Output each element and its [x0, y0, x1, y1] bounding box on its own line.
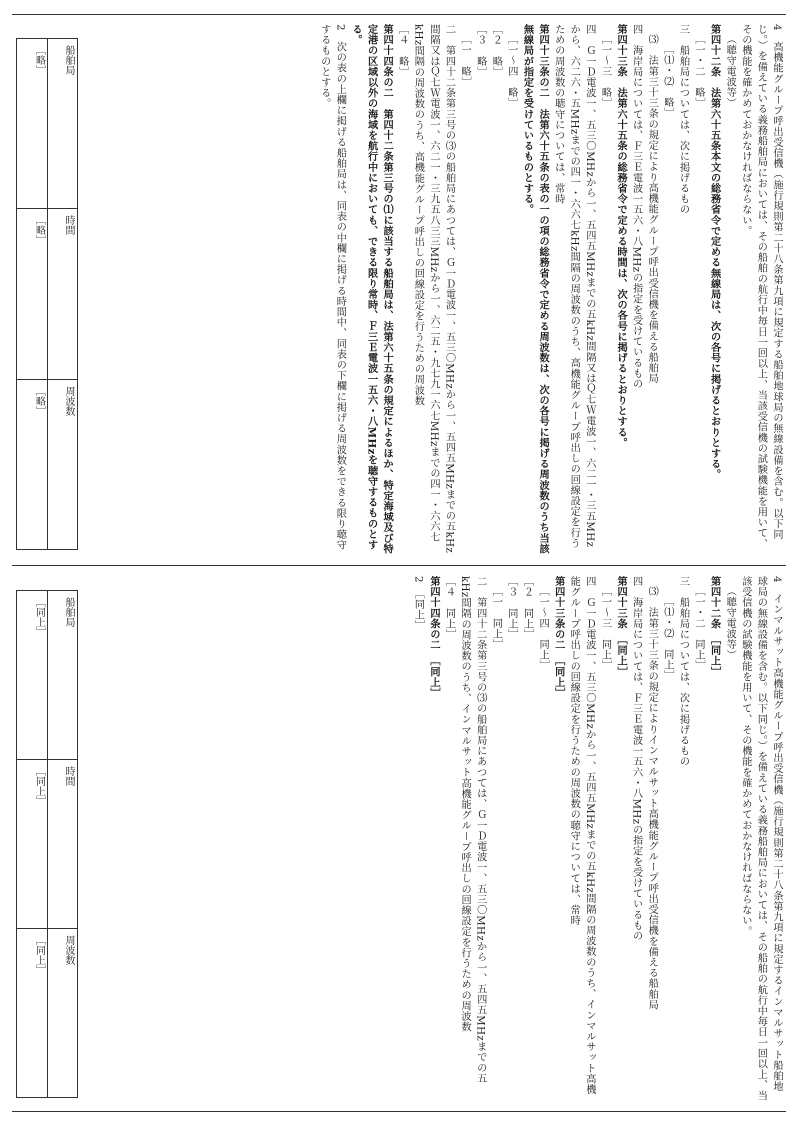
lower-paragraph: （聴守電波等） — [724, 586, 736, 661]
upper-paragraph: ⑶ 法第三十三条の規定により高機能グループ呼出受信機を備える船舶局 — [646, 34, 658, 384]
upper-paragraph: 2 次の表の上欄に掲げる船舶局は、同表の中欄に掲げる時間中、同表の下欄に掲げる周波数をできる限り聴守するものとする。 — [318, 24, 346, 551]
upper-paragraph: 二 第四十二条第三号の⑶の船舶局にあつては、Ｇ一Ｄ電波一、五三〇MHzから一、五四五MHzまでの五kHz間隔又はＱ七Ｗ電波一、六二一・三九五八三三MHzから一、六二五・九七九一六七MHzまでの四一・六六七kHz間隔の周波数のうち、高機能グループ呼出しの回線設定を行うための周波数 — [412, 24, 455, 554]
current-text-body — [88, 576, 784, 1102]
table-row — [17, 591, 77, 760]
table-row — [17, 209, 77, 379]
current-text-panel — [14, 576, 784, 1102]
lower-paragraph: 四 Ｇ一Ｄ電波一、五三〇MHzから一、五四五MHzまでの五kHz間隔の周波数のうち、インマルサット高機能グループ呼出しの回線設定を行うための周波数の聴守については、常時 — [568, 576, 595, 1095]
table-cell-value: ［略］ — [33, 215, 45, 246]
upper-paragraph: ［３ 略］ — [474, 24, 486, 77]
table-row — [17, 929, 77, 1097]
upper-paragraph: ［２ 略］ — [490, 24, 502, 77]
current-watch-table — [16, 590, 78, 1098]
upper-paragraph: ［一～四 略］ — [505, 34, 517, 109]
upper-paragraph: 四 海岸局については、Ｆ三Ｅ電波一五六・八MHzの指定を受けているもの — [630, 24, 642, 390]
amended-text-body — [88, 24, 784, 554]
lower-paragraph: ［一 同上］ — [490, 586, 502, 650]
table-cell-value: ［同上］ — [33, 597, 45, 637]
lower-paragraph: ［２ 同上］ — [521, 576, 533, 640]
table-cell-header: 周波数 — [47, 380, 77, 549]
upper-paragraph: （聴守電波等） — [724, 34, 736, 109]
table-cell-header: 船舶局 — [47, 591, 77, 759]
lower-paragraph: 2 ［同上］ — [412, 576, 424, 631]
lower-paragraph: ［一～四 同上］ — [537, 586, 549, 671]
table-cell-header: 時間 — [47, 209, 77, 378]
lower-paragraph: 第四十三条の二 ［同上］ — [552, 576, 565, 699]
table-cell-value: ［同上］ — [33, 935, 45, 975]
top-rule — [12, 14, 786, 15]
table-cell-value: ［略］ — [33, 385, 45, 416]
upper-paragraph: 第四十三条 法第六十五条の総務省令で定める時間は、次の各号に掲げるとおりとする。 — [615, 24, 628, 448]
lower-paragraph: 第四十三条 ［同上］ — [615, 576, 628, 677]
lower-paragraph: ［一・二 同上］ — [693, 586, 705, 671]
table-cell-header: 船舶局 — [47, 39, 77, 208]
upper-paragraph: 4 高機能グループ呼出受信機（施行規則第二十八条第九項に規定する船舶地球局の無線設備を含む。以下同じ。）を備えている義務船舶局においては、その船舶の航行中毎日一回以上、当該受信機の試験機能を用いて、その機能を確かめておかなければならない。 — [739, 24, 782, 549]
table-row — [17, 760, 77, 929]
panel-divider — [12, 565, 786, 566]
table-cell-header: 時間 — [47, 760, 77, 928]
lower-paragraph: 二 第四十二条第三号の⑶の船舶局にあつては、Ｇ一Ｄ電波一、五三〇MHzから一、五四五MHzまでの五kHz間隔の周波数のうち、インマルサット高機能グループ呼出しの回線設定を行うための周波数 — [459, 576, 486, 1084]
upper-paragraph: 第四十四条の二 第四十二条第三号の⑴に該当する船舶局は、法第六十五条の規定によるほか、特定海域及び特定港の区域以外の海域を航行中においても、できる限り常時、Ｆ三Ｅ電波一五六・八MHzを聴守するものとする。 — [349, 24, 394, 554]
table-row — [17, 39, 77, 209]
amended-text-panel — [14, 24, 784, 554]
lower-paragraph: 三 船舶局については、次に掲げるもの — [677, 576, 689, 767]
lower-paragraph: ［⑴・⑵ 同上］ — [661, 596, 673, 682]
lower-paragraph: 第四十二条 ［同上］ — [708, 576, 721, 677]
table-row — [17, 380, 77, 549]
upper-paragraph: 四 Ｇ一Ｄ電波一、五三〇MHzから一、五四五MHzまでの五kHz間隔又はＱ七Ｗ電波一、六二一・三五MHzから、六二六・五MHzまでの四一・六六七kHz間隔の周波数のうち、高機能グループ呼出しの回線設定を行うための周波数の聴守については、常時 — [552, 24, 595, 549]
lower-paragraph: ［４ 同上］ — [443, 576, 455, 640]
upper-paragraph: ［一・二 略］ — [693, 34, 705, 109]
lower-paragraph: ⑶ 法第三十三条の規定によりインマルサット高機能グループ呼出受信機を備える船舶局 — [646, 586, 658, 1011]
upper-paragraph: ［一～三 略］ — [599, 34, 611, 109]
lower-paragraph: 4 インマルサット高機能グループ呼出受信機（施行規則第二十八条第九項に規定するインマルサット船舶地球局の無線設備を含む。以下同じ。）を備えている義務船舶局においては、その船舶の航行中毎日一回以上、当該受信機の試験機能を用いて、その機能を確かめておかなければならない。 — [739, 576, 782, 1101]
upper-paragraph: 第四十二条 法第六十五条本文の総務省令で定める無線局は、次の各号に掲げるとおりとする。 — [708, 24, 721, 480]
upper-paragraph: 三 船舶局については、次に掲げるもの — [677, 24, 689, 215]
upper-paragraph: 第四十三条の二 法第六十五条の表の一の項の総務省令で定める周波数は、次の各号に掲げる周波数のうち当該無線局が指定を受けているものとする。 — [521, 24, 550, 554]
upper-paragraph: ［一 略］ — [459, 34, 471, 88]
amended-watch-table — [16, 38, 78, 550]
upper-paragraph: ［４ 略］ — [396, 24, 408, 77]
upper-paragraph: ［⑴・⑵ 略］ — [661, 44, 673, 119]
table-cell-value: ［略］ — [33, 45, 45, 75]
lower-paragraph: 第四十四条の二 ［同上］ — [427, 576, 440, 699]
table-cell-header: 周波数 — [47, 929, 77, 1097]
lower-paragraph: 四 海岸局については、Ｆ三Ｅ電波一五六・八MHzの指定を受けているもの — [630, 576, 642, 942]
lower-paragraph: ［３ 同上］ — [505, 576, 517, 640]
bottom-rule — [12, 1111, 786, 1112]
lower-paragraph: ［一～三 同上］ — [599, 586, 611, 671]
table-cell-value: ［同上］ — [33, 766, 45, 806]
